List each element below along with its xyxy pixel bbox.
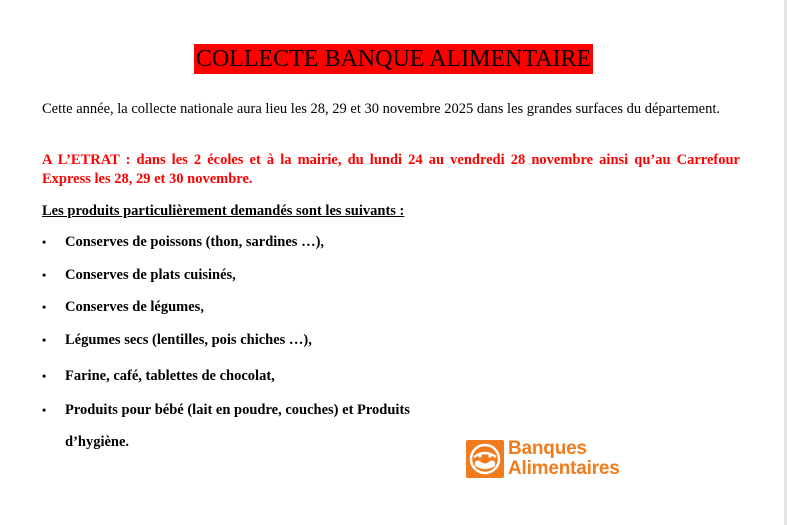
- banques-alimentaires-logo: [466, 438, 641, 480]
- list-item-text: Produits pour bébé (lait en poudre, couches) et Produits: [65, 402, 410, 418]
- document-title: COLLECTE BANQUE ALIMENTAIRE: [195, 46, 592, 72]
- local-collection-paragraph: A L’ETRAT : dans les 2 écoles et à la mairie, du lundi 24 au vendredi 28 novembre ainsi qu’au Carrefour Express les 28, 29 et 30 novembre.: [42, 152, 740, 187]
- bullet-icon: •: [42, 403, 47, 417]
- bullet-icon: •: [42, 268, 47, 282]
- logo-text-line2: Alimentaires: [508, 458, 620, 479]
- title-container: [0, 44, 787, 74]
- list-item-text: Conserves de légumes,: [65, 299, 204, 315]
- list-item-continuation: d’hygiène.: [65, 434, 130, 450]
- list-item-text: Conserves de plats cuisinés,: [65, 267, 236, 283]
- list-item-text: Conserves de poissons (thon, sardines …),: [65, 234, 325, 250]
- products-heading: Les produits particulièrement demandés sont les suivants :: [42, 203, 405, 219]
- bullet-icon: •: [42, 369, 47, 383]
- list-item-text: Légumes secs (lentilles, pois chiches …),: [65, 332, 312, 348]
- logo-text-line1: Banques: [508, 438, 587, 459]
- intro-paragraph: Cette année, la collecte nationale aura lieu les 28, 29 et 30 novembre 2025 dans les grandes surfaces du département.: [42, 101, 721, 117]
- bullet-icon: •: [42, 333, 47, 347]
- banques-alimentaires-logo-icon: [466, 440, 504, 478]
- list-item-text: Farine, café, tablettes de chocolat,: [65, 368, 275, 384]
- bullet-icon: •: [42, 300, 47, 314]
- bullet-icon: •: [42, 235, 47, 249]
